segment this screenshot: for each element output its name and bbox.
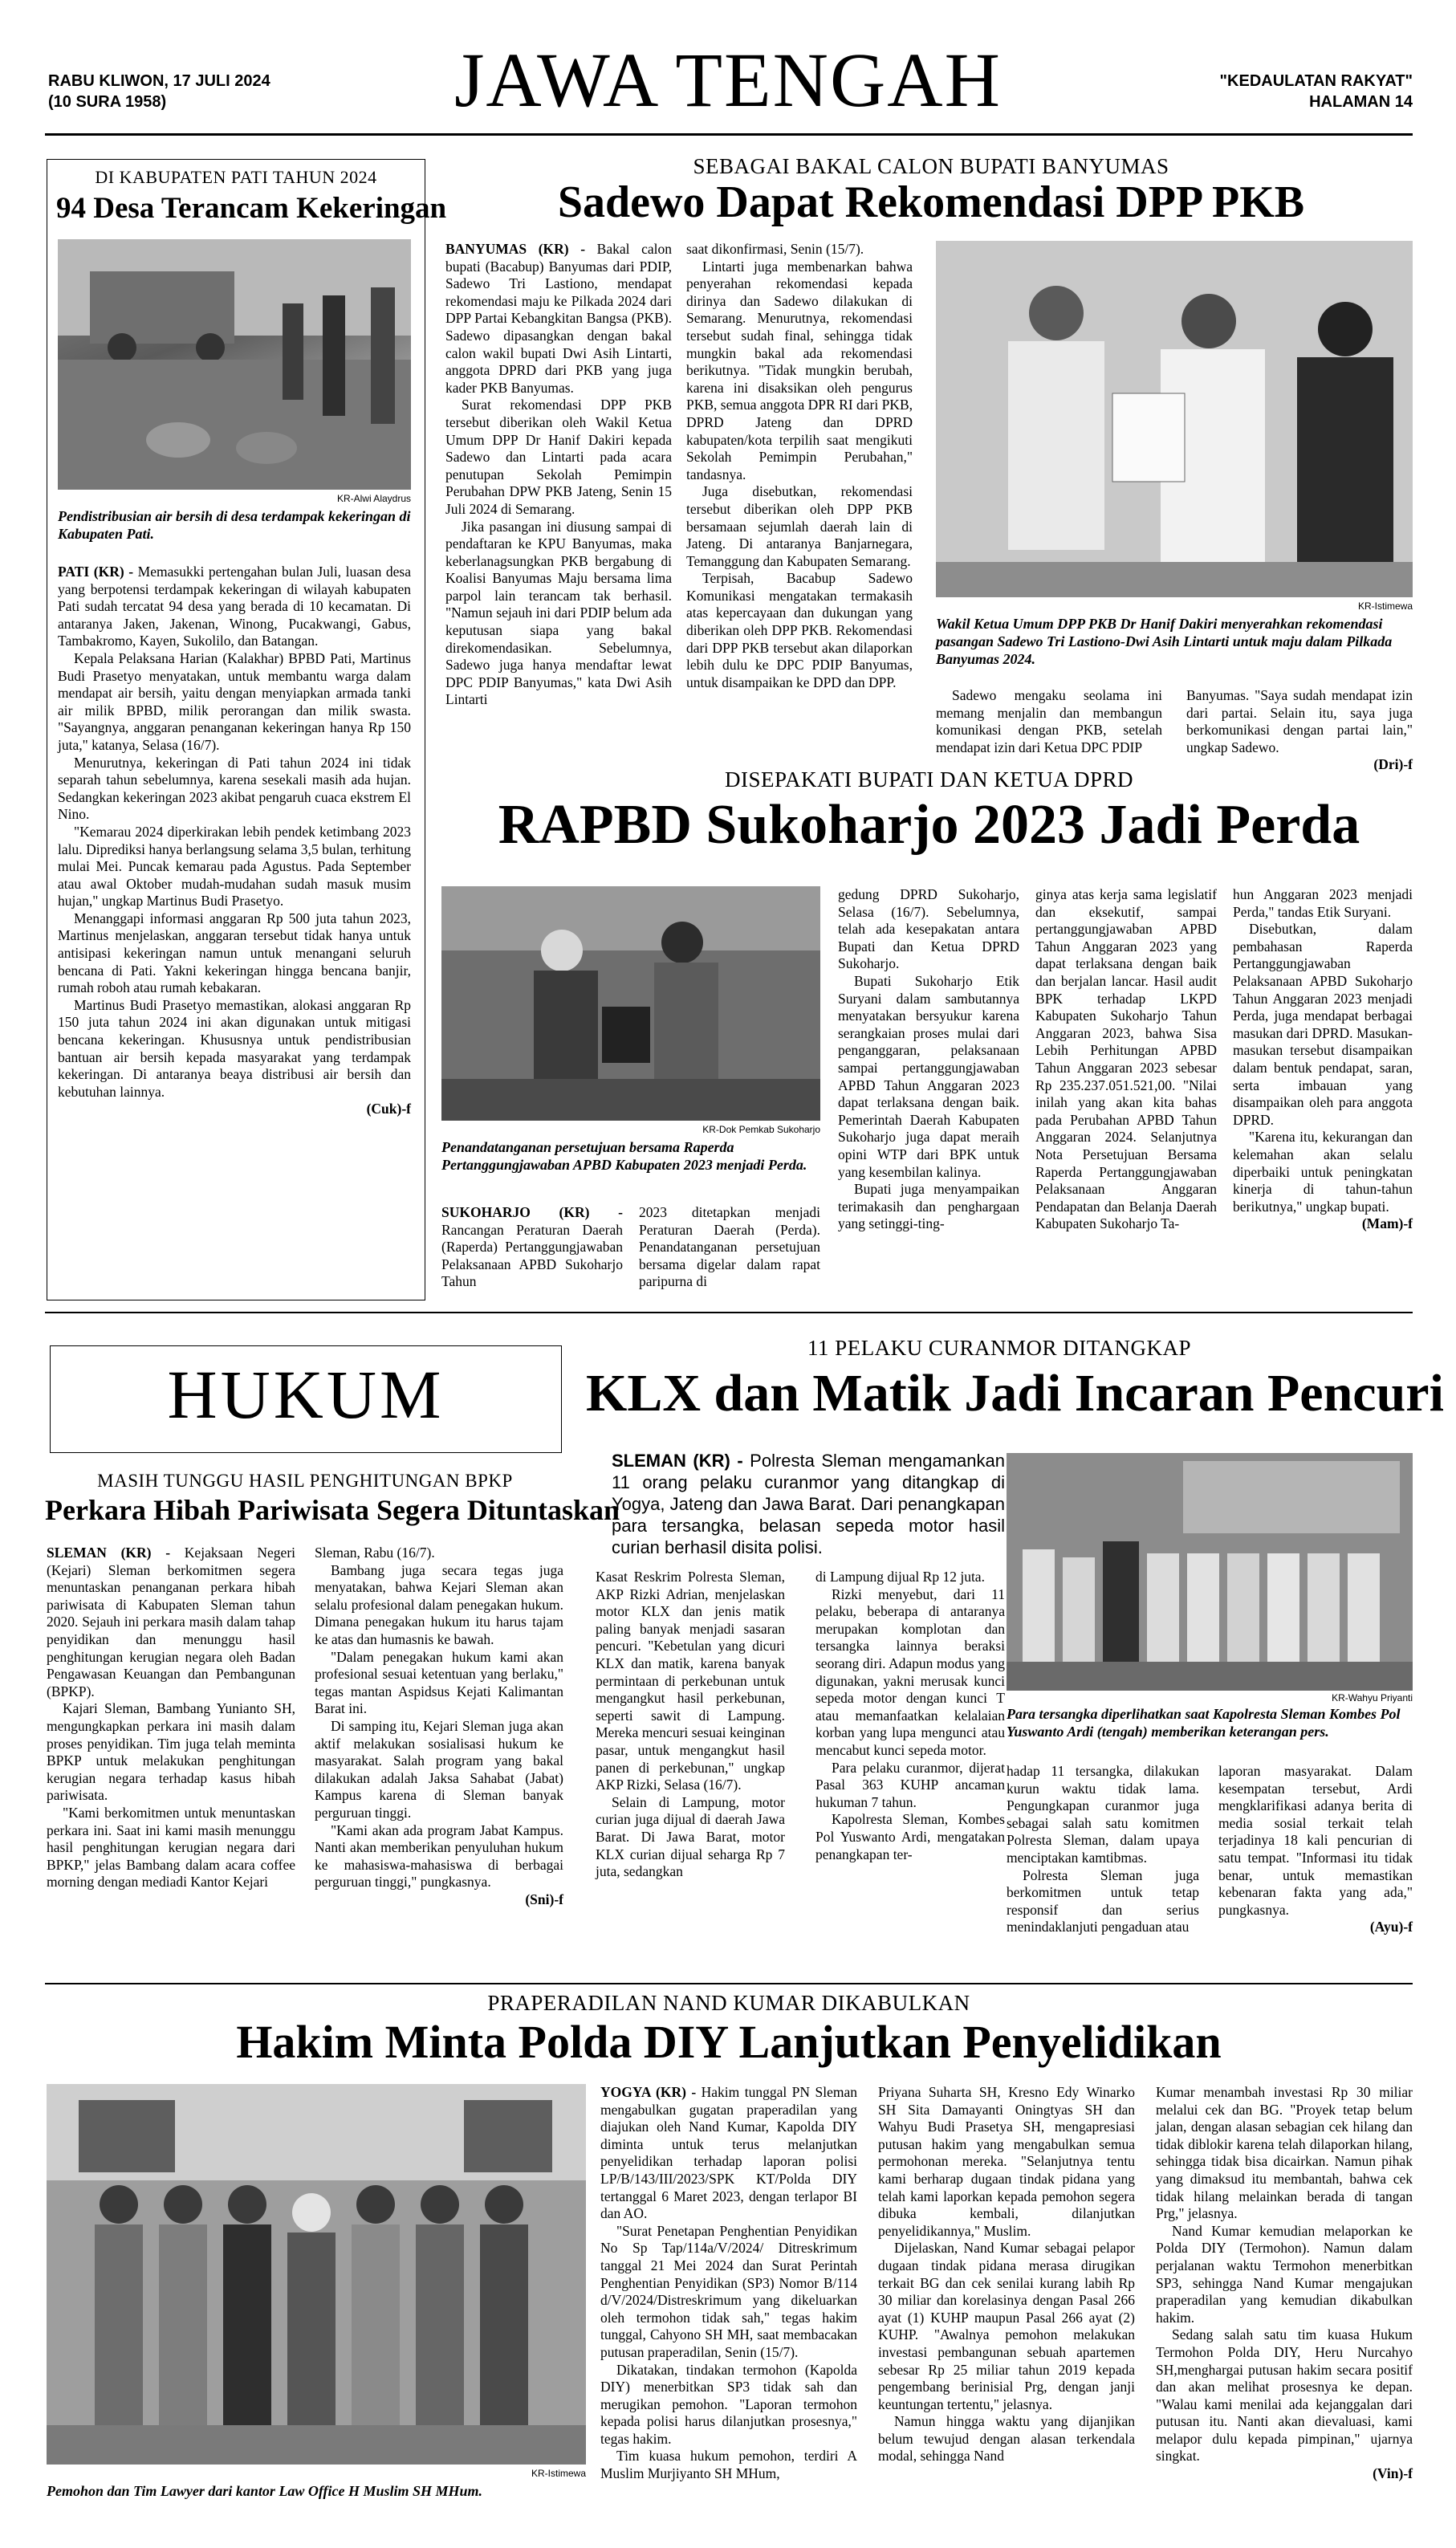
klx-photo [1007, 1453, 1413, 1691]
rapbd-col-2 [639, 1204, 820, 1294]
sadewo-kicker: SEBAGAI BAKAL CALON BUPATI BANYUMAS [693, 154, 1169, 178]
rapbd-kicker: DISEPAKATI BUPATI DAN KETUA DPRD [724, 767, 1134, 792]
rapbd-caption: Penandatanganan persetujuan bersama Raperda Pertanggungjawaban APBD Kabupaten 2023 menjadi Perda. [441, 1139, 807, 1173]
klx-lead-text: Polresta Sleman mengamankan 11 orang pelaku curanmor yang ditangkap di Yogya, Jateng dan Jawa Barat. Dari penangkapan para tersangka, belasan sepeda motor hasil curian berhasil disita polisi. [612, 1451, 1005, 1557]
rapbd-col-3 [838, 886, 1019, 1294]
rapbd-paragraph: ginya atas kerja sama legislatif dan eksekutif, sampai pertanggungjawaban APBD Tahun Anggaran 2023 yang dapat terlaksana dengan baik dan berjalan lancar. Hasil audit BPK terhadap LKPD Kabupaten Sukoharjo Tahun Anggaran 2023, bahwa Sisa Lebih Perhitungan APBD Tahun Anggaran 2023 sebesar Rp 235.237.051.521,00. "Nilai inilah yang akan kita bahas pada Perubahan APBD Tahun Anggaran 2024. Selanjutnya Nota Persetujuan Bersama Raperda Pertanggungjawaban Pelaksanaan Anggaran Pendapatan dan Belanja Daerah Kabupaten Sukoharjo Ta- [1035, 886, 1217, 1232]
rapbd-col-1 [441, 1204, 623, 1294]
rapbd-paragraph: Rancangan Peraturan Daerah (Raperda) Pertanggungjawaban Pelaksanaan APBD Sukoharjo Tahun [441, 1221, 623, 1290]
pati-paragraph: "Kemarau 2024 diperkirakan lebih pendek ketimbang 2023 lalu. Diprediksi hanya berlangsung selama 3,5 bulan, terhitung mulai Mei. Puncak kemarau pada Agustus. Pada September atau awal Oktober mudah-mudahan sudah masuk musim hujan," ungkap Martinus Budi Prasetyo. [58, 823, 411, 910]
slogan: "KEDAULATAN RAKYAT" [1219, 72, 1413, 90]
hijri-date: (10 SURA 1958) [48, 93, 167, 111]
hakim-paragraph: Kumar menambah investasi Rp 30 miliar melalui cek dan BG. "Proyek tetap belum jalan, dengan alasan sebagian cek hilang dan tidak diblokir karena telah dilaporkan hilang, sehingga tidak bisa dicairkan. Namun pihak yang dimaksud itu membantah, bahwa cek tidak hilang melainkan berada di tangan Prg," jelasnya. [1156, 2084, 1413, 2222]
rapbd-paragraph: 2023 ditetapkan menjadi Peraturan Daerah (Perda). Penandatanganan persetujuan bersama digelar dalam rapat paripurna di [639, 1204, 820, 1290]
rapbd-paragraph: "Karena itu, kekurangan dan kelemahan akan selalu diperbaiki untuk peningkatan kinerja di tahun-tahun berikutnya," ungkap bupati. [1233, 1129, 1413, 1215]
hibah-col-2 [315, 1545, 563, 1978]
hakim-col-2 [878, 2084, 1135, 2524]
klx-lead [612, 1450, 1005, 1558]
rapbd-photo-credit: KR-Dok Pemkab Sukoharjo [702, 1124, 820, 1135]
sadewo-dateline: BANYUMAS (KR) - [445, 241, 586, 257]
edition-date [48, 71, 369, 112]
rapbd-headline: RAPBD Sukoharjo 2023 Jadi Perda [498, 794, 1360, 856]
section-rule-2 [45, 1983, 1413, 1984]
klx-paragraph: Para pelaku curanmor, dijerat Pasal 363 KUHP ancaman hukuman 7 tahun. [815, 1759, 1005, 1810]
hibah-kicker: MASIH TUNGGU HASIL PENGHITUNGAN BPKP [97, 1471, 513, 1491]
hakim-paragraph: Sedang salah satu tim kuasa Hukum Termohon Polda DIY, Heru Nurcahyo SH,menghargai putusan hakim secara positif dan akan melihat prosesnya ke depan. "Walau kami menilai ada kejanggalan dari putusan itu. Nanti akan dievaluasi, kami melapor dulu kepada pimpinan," ujarnya singkat. [1156, 2326, 1413, 2465]
sadewo-sign: (Dri)-f [1373, 756, 1413, 773]
masthead: JAWA TENGAH [454, 37, 1002, 123]
sadewo-col-3 [936, 687, 1162, 761]
rapbd-photo [441, 886, 820, 1121]
hibah-sign: (Sni)-f [525, 1891, 563, 1907]
hibah-paragraph: Kejaksaan Negeri (Kejari) Sleman berkomitmen segera menuntaskan penanganan perkara hibah pariwisata di Kabupaten Sleman tahun 2020. Sejauh ini perkara masih dalam tahap penyidikan dan menunggu hasil penghitungan kerugian negara oleh Badan Pengawasan Keuangan dan Pembangunan (BPKP). [47, 1545, 296, 1699]
hakim-dateline: YOGYA (KR) - [600, 2084, 697, 2100]
hakim-col-3 [1156, 2084, 1413, 2524]
pati-dateline: PATI (KR) - [58, 564, 134, 580]
hibah-paragraph: "Kami berkomitmen untuk menuntaskan perkara ini. Saat ini kami masih menunggu hasil penghitungan kerugian negara dari BPKP," jelas Bambang dalam acara coffee morning dengan mediadi Kantor Kejari [47, 1804, 295, 1891]
pati-paragraph: Memasukki pertengahan bulan Juli, luasan desa yang berpotensi terdampak kekeringan di wilayah kabupaten Pati sudah tercatat 94 desa yang berada di 10 kecamatan. Di antaranya Jaken, Jakenan, Winong, Pucakwangi, Gabus, Tambakromo, Kayen, Sukolilo, dan Batangan. [58, 564, 412, 649]
pati-caption: Pendistribusian air bersih di desa terdampak kekeringan di Kabupaten Pati. [58, 508, 411, 542]
pati-paragraph: Menurutnya, kekeringan di Pati tahun 2024 ini tidak separah tahun sebelumnya, karena sesekali masih ada hujan. Sedangkan kekeringan 2023 akibat pengaruh cuaca ekstrem El Nino. [58, 754, 411, 823]
klx-paragraph: hadap 11 tersangka, dilakukan kurun waktu tidak lama. Pengungkapan curanmor juga sebagai salah satu komitmen Polresta Sleman, dalam upaya menciptakan kamtibmas. [1007, 1763, 1199, 1866]
pati-paragraph: Martinus Budi Prasetyo memastikan, alokasi anggaran Rp 150 juta tahun 2024 ini akan digunakan untuk mitigasi bencana kekeringan. Khususnya untuk pendistribusian bantuan air bersih kepada masyarakat yang terdampak kekeringan. Di antaranya beaya distribusi air bersih dan kebutuhan lainnya. [58, 996, 411, 1100]
pati-photo [58, 239, 411, 490]
sadewo-photo-credit: KR-Istimewa [1357, 600, 1413, 612]
klx-col-4 [1218, 1763, 1413, 1981]
klx-photo-credit: KR-Wahyu Priyanti [1332, 1692, 1413, 1703]
sadewo-paragraph: Surat rekomendasi DPP PKB tersebut diberikan oleh Wakil Ketua Umum DPP Dr Hanif Dakiri kepada Sadewo dan Lintarti pada acara penutupan Sekolah Pemimpin Perubahan DPW PKB Jateng, Senin 15 Juli 2024 di Semarang. [445, 397, 672, 517]
hakim-caption: Pemohon dan Tim Lawyer dari kantor Law Office H Muslim SH MHum. [47, 2483, 483, 2499]
klx-paragraph: Polresta Sleman juga berkomitmen untuk tetap responsif dan serius menindaklanjuti pengaduan atau [1007, 1866, 1199, 1935]
klx-col-3 [1007, 1763, 1199, 1981]
pati-paragraph: Kepala Pelaksana Harian (Kalakhar) BPBD Pati, Martinus Budi Prasetyo menyatakan, untuk membantu warga dalam mendapat air bersih, yaitu dengan menyiapkan armada tanki air milik BPBD, milik perorangan dan milik swasta. "Sayangnya, anggaran penanganan kekeringan hanya Rp 150 juta," katanya, Selasa (16/7). [58, 649, 411, 753]
water-distribution-image [58, 239, 411, 490]
hakim-kicker: PRAPERADILAN NAND KUMAR DIKABULKAN [487, 1991, 970, 2015]
rapbd-col-5 [1233, 886, 1413, 1294]
hibah-paragraph: Bambang juga secara tegas juga menyatakan, bahwa Kejari Sleman akan selalu profesional dalam penegakan hukum. Dimana penegakan hukum itu harus tajam ke atas dan humasnis ke bawah. [315, 1561, 563, 1647]
sadewo-paragraph: Banyumas. "Saya sudah mendapat izin dari partai. Selain itu, saya juga berkomunikasi dengan partai lain," ungkap Sadewo. [1186, 687, 1413, 755]
sadewo-paragraph: Lintarti juga membenarkan bahwa penyerahan rekomendasi kepada dirinya dan Sadewo dilakukan di Semarang. Menurutnya, rekomendasi tersebut sudah final, sehingga tidak mungkin bakal ada rekomendasi berikutnya. "Tidak mungkin berubah, karena ini disaksikan oleh pengurus PKB, semua anggota DPR RI dari PKB, DPRD Jateng dan DPRD kabupaten/kota terpilih saat mengikuti Sekolah Pemimpin Perubahan," tandasnya. [686, 258, 913, 482]
section-hukum-label: HUKUM [50, 1345, 562, 1453]
klx-paragraph: Rizki menyebut, dari 11 pelaku, beberapa di antaranya merupakan komplotan dan tersangka lainnya beraksi seorang diri. Adapun modus yang digunakan, yakni merusak kunci sepeda motor dengan kunci T atau memanfaatkan kelalaian korban yang lupa mengunci atau mencabut kunci sepeda motor. [815, 1585, 1005, 1758]
pati-kicker: DI KABUPATEN PATI TAHUN 2024 [95, 167, 377, 187]
pati-sign: (Cuk)-f [366, 1101, 411, 1117]
hakim-paragraph: Dikatakan, tindakan termohon (Kapolda DIY) menerbitkan SP3 tidak sah dan merugikan pemohon. "Laporan termohon kepada polisi harus dilanjutkan prosesnya," tegas hakim. [600, 2361, 857, 2447]
hakim-sign: (Vin)-f [1373, 2465, 1413, 2482]
hakim-paragraph: "Surat Penetapan Penghentian Penyidikan No Sp Tap/114a/V/2024/ Ditreskrimum tanggal 21 Mei 2024 dan Surat Perintah Penghentian Penyidikan (SP3) Nomor B/114 d/V/2024/Distreskrimum yang dikeluarkan oleh termohon tidak sah," tegas hakim tunggal, Cahyono SH MH, saat membacakan putusan praperadilan, Senin (15/7). [600, 2222, 857, 2360]
klx-paragraph: Kapolresta Sleman, Kombes Pol Yuswanto Ardi, mengatakan penangkapan ter- [815, 1811, 1005, 1862]
rapbd-paragraph: Disebutkan, dalam pembahasan Raperda Pertanggungjawaban Pelaksanaan APBD Sukoharjo Tahun Anggaran 2023 menjadi Perda, juga mendapat berbagai masukan dari DPRD. Masukan-masukan tersebut disampaikan dalam bentuk pendapat, saran, serta imbauan yang disampaikan oleh para anggota DPRD. [1233, 921, 1413, 1128]
klx-kicker: 11 PELAKU CURANMOR DITANGKAP [807, 1336, 1192, 1360]
hakim-paragraph: Nand Kumar kemudian melaporkan ke Polda DIY (Termohon). Namun dalam perjalanan waktu Termohon menerbitkan SP3, sehingga Nand Kumar mengajukan praperadilan yang kemudian dikabulkan hakim. [1156, 2222, 1413, 2326]
klx-paragraph: laporan masyarakat. Dalam kesempatan tersebut, Ardi mengklarifikasi adanya berita di media sosial terkait telah terjadinya 18 kali pencurian di satu tempat. "Informasi itu tidak benar, untuk memastikan kebenaran fakta yang ada," pungkasnya. [1218, 1763, 1413, 1918]
hibah-headline: Perkara Hibah Pariwisata Segera Dituntaskan [45, 1494, 620, 1526]
klx-dateline: SLEMAN (KR) - [612, 1451, 743, 1471]
hakim-paragraph: Namun hingga waktu yang dijanjikan belum tewujud dengan alasan terkendala modal, sehingga Nand [878, 2413, 1135, 2465]
hibah-paragraph: Kajari Sleman, Bambang Yunianto SH, mengungkapkan perkara ini masih dalam proses penyidikan. Tim juga telah meminta BPKP untuk melakukan penghitungan kerugian negara terhadap kasus hibah pariwisata. [47, 1700, 295, 1804]
hakim-paragraph: Priyana Suharta SH, Kresno Edy Winarko SH Sita Damayanti Oningtyas SH dan Wahyu Budi Prasetya SH, mengapresiasi putusan hakim yang mengabulkan semua permohonan mereka. "Selanjutnya tentu kami berharap dugaan tindak pidana yang telah kami laporkan kepada pemohon segera dibuka kembali, dilanjutkan penyelidikannya," Muslim. [878, 2084, 1135, 2239]
hakim-paragraph: Tim kuasa hukum pemohon, terdiri A Muslim Murjiyanto SH MHum, [600, 2448, 857, 2482]
perda-signing-image [441, 886, 820, 1121]
hakim-paragraph: Dijelaskan, Nand Kumar sebagai pelapor dugaan tindak pidana merasa dirugikan terkait BG dan cek senilai kurang labih Rp 30 miliar dan korelasinya dengan Pasal 266 ayat (1) KUHP maupun Pasal 266 ayat (2) KUHP. "Awalnya pemohon melakukan investasi pembangunan sebuah apartemen sebesar Rp 25 miliar tahun 2019 kepada pengembang berinisial Prg, dengan janji keuntungan tertentu," jelasnya. [878, 2240, 1135, 2412]
klx-headline: KLX dan Matik Jadi Incaran Pencuri [586, 1364, 1444, 1423]
sadewo-paragraph: saat dikonfirmasi, Senin (15/7). [686, 241, 864, 257]
section-rule [45, 1312, 1413, 1313]
sadewo-col-1 [445, 241, 672, 761]
sadewo-paragraph: Terpisah, Bacabup Sadewo Komunikasi mengatakan termakasih atas kepercayaan dan dukungan yang diberikan oleh DPP PKB. Rekomendasi dari DPP PKB tersebut akan dilaporkan lebih dulu ke DPC PDIP Banyumas, untuk disampaikan ke DPD dan DPP. [686, 570, 913, 690]
hakim-paragraph: Hakim tunggal PN Sleman mengabulkan gugatan praperadilan yang diajukan oleh Nand Kumar, Kapolda DIY diminta untuk terus melanjutkan penyelidikan terhadap laporan polisi LP/B/143/III/2023/SPK KT/Polda DIY tertanggal 6 Maret 2023, dengan terlapor BI dan AO. [600, 2084, 857, 2222]
sadewo-headline: Sadewo Dapat Rekomendasi DPP PKB [557, 177, 1305, 227]
rapbd-dateline: SUKOHARJO (KR) - [441, 1204, 623, 1220]
sadewo-paragraph: Bakal calon bupati (Bacabup) Banyumas dari PDIP, Sadewo Tri Lastiono, mendapat rekomendasi maju ke Pilkada 2024 dari DPP Partai Kebangkitan Bangsa (PKB). Sadewo dipasangkan dengan bakal calon wakil bupati Dwi Asih Lintarti, anggota DPRD dari PKB yang juga kader PKB Banyumas. [445, 241, 672, 396]
sadewo-caption: Wakil Ketua Umum DPP PKB Dr Hanif Dakiri menyerahkan rekomendasi pasangan Sadewo Tri Lastiono-Dwi Asih Lintarti untuk maju dalam Pilkada Banyumas 2024. [936, 616, 1393, 667]
lawyer-team-image [47, 2084, 586, 2465]
sadewo-photo [936, 241, 1413, 597]
suspects-press-image [1007, 1453, 1413, 1691]
hakim-col-1 [600, 2084, 857, 2524]
sadewo-col-2 [686, 241, 913, 761]
klx-sign: (Ayu)-f [1369, 1919, 1413, 1935]
header-rule [45, 133, 1413, 136]
klx-col-1 [596, 1569, 785, 1981]
klx-caption: Para tersangka diperlihatkan saat Kapolresta Sleman Kombes Pol Yuswanto Ardi (tengah) memberikan keterangan pers. [1007, 1706, 1401, 1740]
rapbd-col-4 [1035, 886, 1217, 1294]
rapbd-paragraph: Bupati Sukoharjo Etik Suryani dalam sambutannya menyatakan bersyukur karena serangkaian proses mulai dari penganggaran, pelaksanaan sampai pertanggungjawaban APBD Tahun Anggaran 2023 dapat terlaksana dengan baik. Pemerintah Daerah Kabupaten Sukoharjo juga dapat meraih opini WTP dari BPK untuk yang kesembilan kalinya. [838, 972, 1019, 1180]
pati-body [58, 564, 411, 1294]
date-line: RABU KLIWON, 17 JULI 2024 [48, 72, 270, 90]
rapbd-paragraph: Bupati juga menyampaikan terimakasih dan penghargaan yang setinggi-ting- [838, 1181, 1019, 1232]
hakim-headline: Hakim Minta Polda DIY Lanjutkan Penyelidikan [236, 2016, 1222, 2068]
hibah-paragraph: "Dalam penegakan hukum kami akan profesional sesuai ketentuan yang berlaku," tegas mantan Aspidsus Kejati Kalimantan Barat ini. [315, 1648, 563, 1717]
hibah-paragraph: "Kami akan ada program Jabat Kampus. Nanti akan memberikan penyuluhan hukum ke mahasiswa-mahasiswa di berbagai perguruan tinggi," pungkasnya. [315, 1821, 563, 1891]
hibah-col-1 [47, 1545, 295, 1978]
sadewo-col-4 [1186, 687, 1413, 773]
klx-paragraph: di Lampung dijual Rp 12 juta. [815, 1569, 985, 1585]
rapbd-paragraph: hun Anggaran 2023 menjadi Perda," tandas Etik Suryani. [1233, 886, 1413, 920]
hibah-dateline: SLEMAN (KR) - [47, 1545, 171, 1561]
page-number: HALAMAN 14 [1309, 93, 1413, 111]
sadewo-paragraph: Sadewo mengaku seolama ini memang menjalin dan membangun komunikasi dengan PKB, setelah mendapat izin dari Ketua DPC PDIP [936, 687, 1162, 755]
hibah-paragraph: Di samping itu, Kejari Sleman juga akan aktif melakukan sosialisasi hukum ke masyarakat. Salah program yang bakal dilakukan adalah Jaksa Sahabat (Jabat) Kampus karena di Sleman banyak perguruan tinggi. [315, 1717, 563, 1821]
hakim-photo [47, 2084, 586, 2465]
hakim-photo-credit: KR-Istimewa [531, 2468, 586, 2479]
pati-headline: 94 Desa Terancam Kekeringan [56, 192, 447, 225]
pati-paragraph: Menanggapi informasi anggaran Rp 500 juta tahun 2023, Martinus menjelaskan, anggaran tersebut tidak hanya untuk antisipasi kekeringan namun untuk menangani seluruh bencana di Pati. Yakni kekeringan hingga bencana banjir, rumah roboh atau rumah kebakaran. [58, 910, 411, 996]
sadewo-paragraph: Jika pasangan ini diusung sampai di pendaftaran ke KPU Banyumas, maka keberlanagsungkan PKB bergabung di Koalisi Banyumas Maju bersama lima parpol lain terancam tak berhasil. "Namun sejauh ini dari PDIP belum ada keputusan siapa yang bakal direkomendasikan. Sebelumnya, Sadewo juga hanya mendaftar lewat DPC PDIP Banyumas," kata Dwi Asih Lintarti [445, 518, 672, 708]
klx-col-2 [815, 1569, 1005, 1981]
sadewo-paragraph: Juga disebutkan, rekomendasi tersebut diberikan oleh DPP PKB bersamaan sejumlah daerah lain di Jateng. Di antaranya Banjarnegara, Temanggung dan Kabupaten Semarang. [686, 483, 913, 569]
klx-paragraph: Selain di Lampung, motor curian juga dijual di daerah Jawa Barat. Di Jawa Barat, motor KLX curian dijual seharga Rp 7 juta, sedangkan [596, 1793, 785, 1880]
edition-info [1116, 71, 1413, 112]
pati-photo-credit: KR-Alwi Alaydrus [336, 493, 411, 504]
rapbd-paragraph: gedung DPRD Sukoharjo, Selasa (16/7). Sebelumnya, telah ada kesepakatan antara Bupati dan Ketua DPRD Sukoharjo. [838, 886, 1019, 972]
rapbd-sign: (Mam)-f [1361, 1215, 1413, 1232]
hibah-paragraph: Sleman, Rabu (16/7). [315, 1545, 435, 1561]
klx-paragraph: Kasat Reskrim Polresta Sleman, AKP Rizki Adrian, menjelaskan motor KLX dan jenis matik paling banyak menjadi sasaran pencuri. "Kebetulan yang dicuri KLX dan matik, karena banyak permintaan di perkebunan untuk mengangkut hasil perkebunan, seperti sawit di Lampung. Mereka mencuri sesuai keinginan pasar, untuk mengangkut hasil panen di perkebunan," ungkap AKP Rizki, Selasa (16/7). [596, 1569, 785, 1793]
recommendation-handover-image [936, 241, 1413, 597]
